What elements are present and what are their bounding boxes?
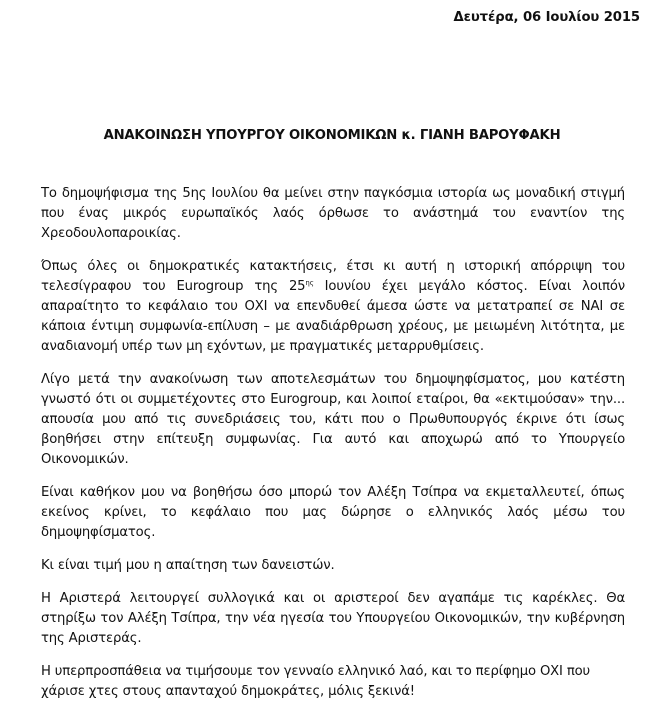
paragraph-2 — [41, 257, 625, 357]
paragraph-5: Κι είναι τιμή μου η απαίτηση των δανειστών. — [41, 558, 335, 573]
document-body — [41, 184, 625, 715]
paragraph-2-text-a: Όπως όλες οι δημοκρατικές κατακτήσεις, έτσι κι αυτή η ιστορική απόρριψη του τελεσίγραφου του Eurogroup της 25 — [41, 259, 625, 294]
paragraph-7: Η υπερπροσπάθεια να τιμήσουμε τον γενναίο ελληνικό λαό, και το περίφημο ΟΧΙ που χάρισε χτες στους απανταχού δημοκράτες, μόλις ξεκινά! — [41, 664, 591, 699]
paragraph-6: Η Αριστερά λειτουργεί συλλογικά και οι αριστεροί δεν αγαπάμε τις καρέκλες. Θα στηρίξω τον Αλέξη Τσίπρα, την νέα ηγεσία του Υπουργείου Οικονομικών, την κυβέρνηση της Αριστεράς. — [41, 591, 625, 646]
document-date: Δευτέρα, 06 Ιουλίου 2015 — [453, 10, 640, 25]
paragraph-4: Είναι καθήκον μου να βοηθήσω όσο μπορώ τον Αλέξη Τσίπρα να εκμεταλλευτεί, όπως εκείνος κρίνει, το κεφάλαιο που μας δώρησε ο ελληνικός λαός μέσω του δημοψηφίσματος. — [41, 485, 625, 540]
paragraph-1: Το δημοψήφισμα της 5ης Ιουλίου θα μείνει στην παγκόσμια ιστορία ως μοναδική στιγμή που ένας μικρός ευρωπαϊκός λαός όρθωσε το ανάστημά του εναντίον της Χρεοδουλοπαροικίας. — [41, 186, 625, 241]
document-title: ΑΝΑΚΟΙΝΩΣΗ ΥΠΟΥΡΓΟΥ ΟΙΚΟΝΟΜΙΚΩΝ κ. ΓΙΑΝΗ ΒΑΡΟΥΦΑΚΗ — [103, 128, 561, 143]
paragraph-2-text-b: Ιουνίου έχει μεγάλο κόστος. Είναι λοιπόν απαραίτητο το κεφάλαιο του ΟΧΙ να επενδυθεί άμεσα ώστε να μετατραπεί σε ΝΑΙ σε κάποια έντιμη συμφωνία-επίλυση – με αναδιάρθρωση χρέους, με μειωμένη λιτότητα, με αναδιανομή υπέρ των μη εχόντων, με πραγματικές μεταρρυθμίσεις. — [41, 279, 625, 354]
ordinal-suffix: ης — [305, 279, 314, 287]
paragraph-3: Λίγο μετά την ανακοίνωση των αποτελεσμάτων του δημοψηφίσματος, μου κατέστη γνωστό ότι οι συμμετέχοντες στο Eurogroup, και λοιποί εταίροι, θα «εκτιμούσαν» την... απουσία μου από τις συνεδριάσεις του, κάτι που ο Πρωθυπουργός έκρινε ότι ίσως βοηθήσει στην επίτευξη συμφωνίας. Για αυτό και αποχωρώ από το Υπουργείο Οικονομικών. — [41, 372, 625, 467]
